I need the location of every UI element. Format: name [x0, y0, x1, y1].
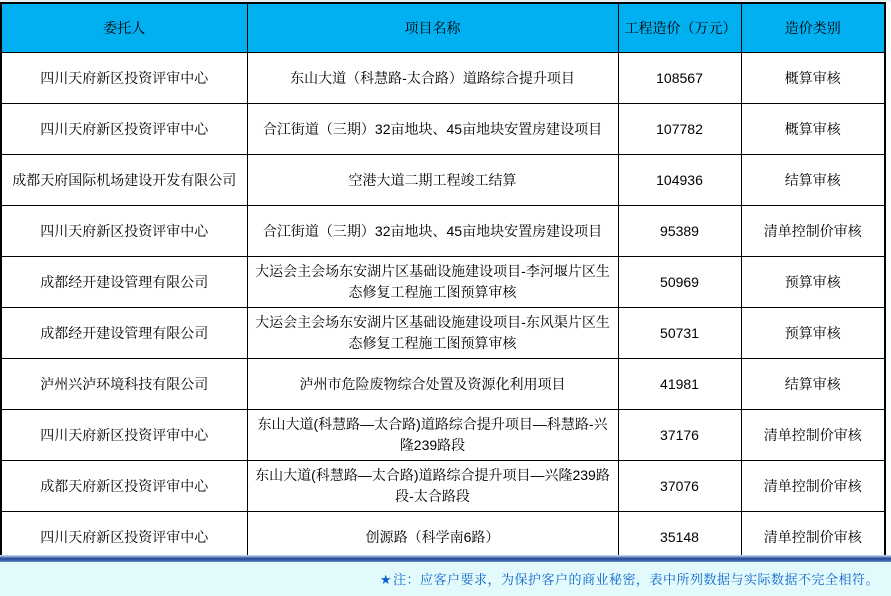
cost-cell: 50969	[618, 257, 741, 308]
table-row	[1, 257, 885, 308]
project-cell: 东山大道（科慧路-太合路）道路综合提升项目	[247, 53, 618, 104]
table-body	[1, 53, 885, 564]
client-cell: 成都经开建设管理有限公司	[1, 308, 247, 359]
table-row	[1, 206, 885, 257]
table-row	[1, 308, 885, 359]
client-cell: 四川天府新区投资评审中心	[1, 104, 247, 155]
category-cell: 概算审核	[741, 104, 885, 155]
project-cell: 东山大道(科慧路—太合路)道路综合提升项目—兴隆239路段-太合路段	[247, 461, 618, 512]
category-cell: 预算审核	[741, 257, 885, 308]
cost-cell: 41981	[618, 359, 741, 410]
projects-table	[0, 2, 886, 564]
table-row	[1, 410, 885, 461]
category-cell: 清单控制价审核	[741, 461, 885, 512]
cost-cell: 37176	[618, 410, 741, 461]
table-row	[1, 359, 885, 410]
project-cell: 东山大道(科慧路—太合路)道路综合提升项目—科慧路-兴隆239路段	[247, 410, 618, 461]
category-cell: 概算审核	[741, 53, 885, 104]
header-cost: 工程造价（万元）	[618, 3, 741, 53]
project-cell: 合江街道（三期）32亩地块、45亩地块安置房建设项目	[247, 104, 618, 155]
table-row	[1, 461, 885, 512]
project-cell: 大运会主会场东安湖片区基础设施建设项目-东风渠片区生态修复工程施工图预算审核	[247, 308, 618, 359]
client-cell: 四川天府新区投资评审中心	[1, 512, 247, 564]
project-cell: 泸州市危险废物综合处置及资源化利用项目	[247, 359, 618, 410]
cost-cell: 107782	[618, 104, 741, 155]
header-project-name: 项目名称	[247, 3, 618, 53]
cost-cell: 95389	[618, 206, 741, 257]
category-cell: 预算审核	[741, 308, 885, 359]
client-cell: 泸州兴泸环境科技有限公司	[1, 359, 247, 410]
project-cell: 创源路（科学南6路）	[247, 512, 618, 564]
star-icon: ★	[379, 572, 392, 587]
client-cell: 成都天府国际机场建设开发有限公司	[1, 155, 247, 206]
cost-cell: 104936	[618, 155, 741, 206]
category-cell: 清单控制价审核	[741, 206, 885, 257]
cost-cell: 50731	[618, 308, 741, 359]
table-row	[1, 104, 885, 155]
client-cell: 四川天府新区投资评审中心	[1, 410, 247, 461]
cost-cell: 35148	[618, 512, 741, 564]
project-cell: 合江街道（三期）32亩地块、45亩地块安置房建设项目	[247, 206, 618, 257]
table-row	[1, 155, 885, 206]
header-category: 造价类别	[741, 3, 885, 53]
table-header	[1, 3, 885, 53]
client-cell: 四川天府新区投资评审中心	[1, 206, 247, 257]
project-cell: 空港大道二期工程竣工结算	[247, 155, 618, 206]
table-row	[1, 53, 885, 104]
footer-band	[0, 562, 891, 596]
cost-cell: 108567	[618, 53, 741, 104]
client-cell: 四川天府新区投资评审中心	[1, 53, 247, 104]
divider-bar	[0, 555, 891, 562]
note-text: 注：应客户要求，为保护客户的商业秘密，表中所列数据与实际数据不完全相符。	[392, 572, 879, 587]
category-cell: 结算审核	[741, 359, 885, 410]
confidentiality-note	[380, 572, 879, 587]
header-row	[1, 3, 885, 53]
cost-cell: 37076	[618, 461, 741, 512]
category-cell: 清单控制价审核	[741, 512, 885, 564]
project-cell: 大运会主会场东安湖片区基础设施建设项目-李河堰片区生态修复工程施工图预算审核	[247, 257, 618, 308]
client-cell: 成都经开建设管理有限公司	[1, 257, 247, 308]
header-client: 委托人	[1, 3, 247, 53]
client-cell: 成都天府新区投资评审中心	[1, 461, 247, 512]
category-cell: 清单控制价审核	[741, 410, 885, 461]
category-cell: 结算审核	[741, 155, 885, 206]
